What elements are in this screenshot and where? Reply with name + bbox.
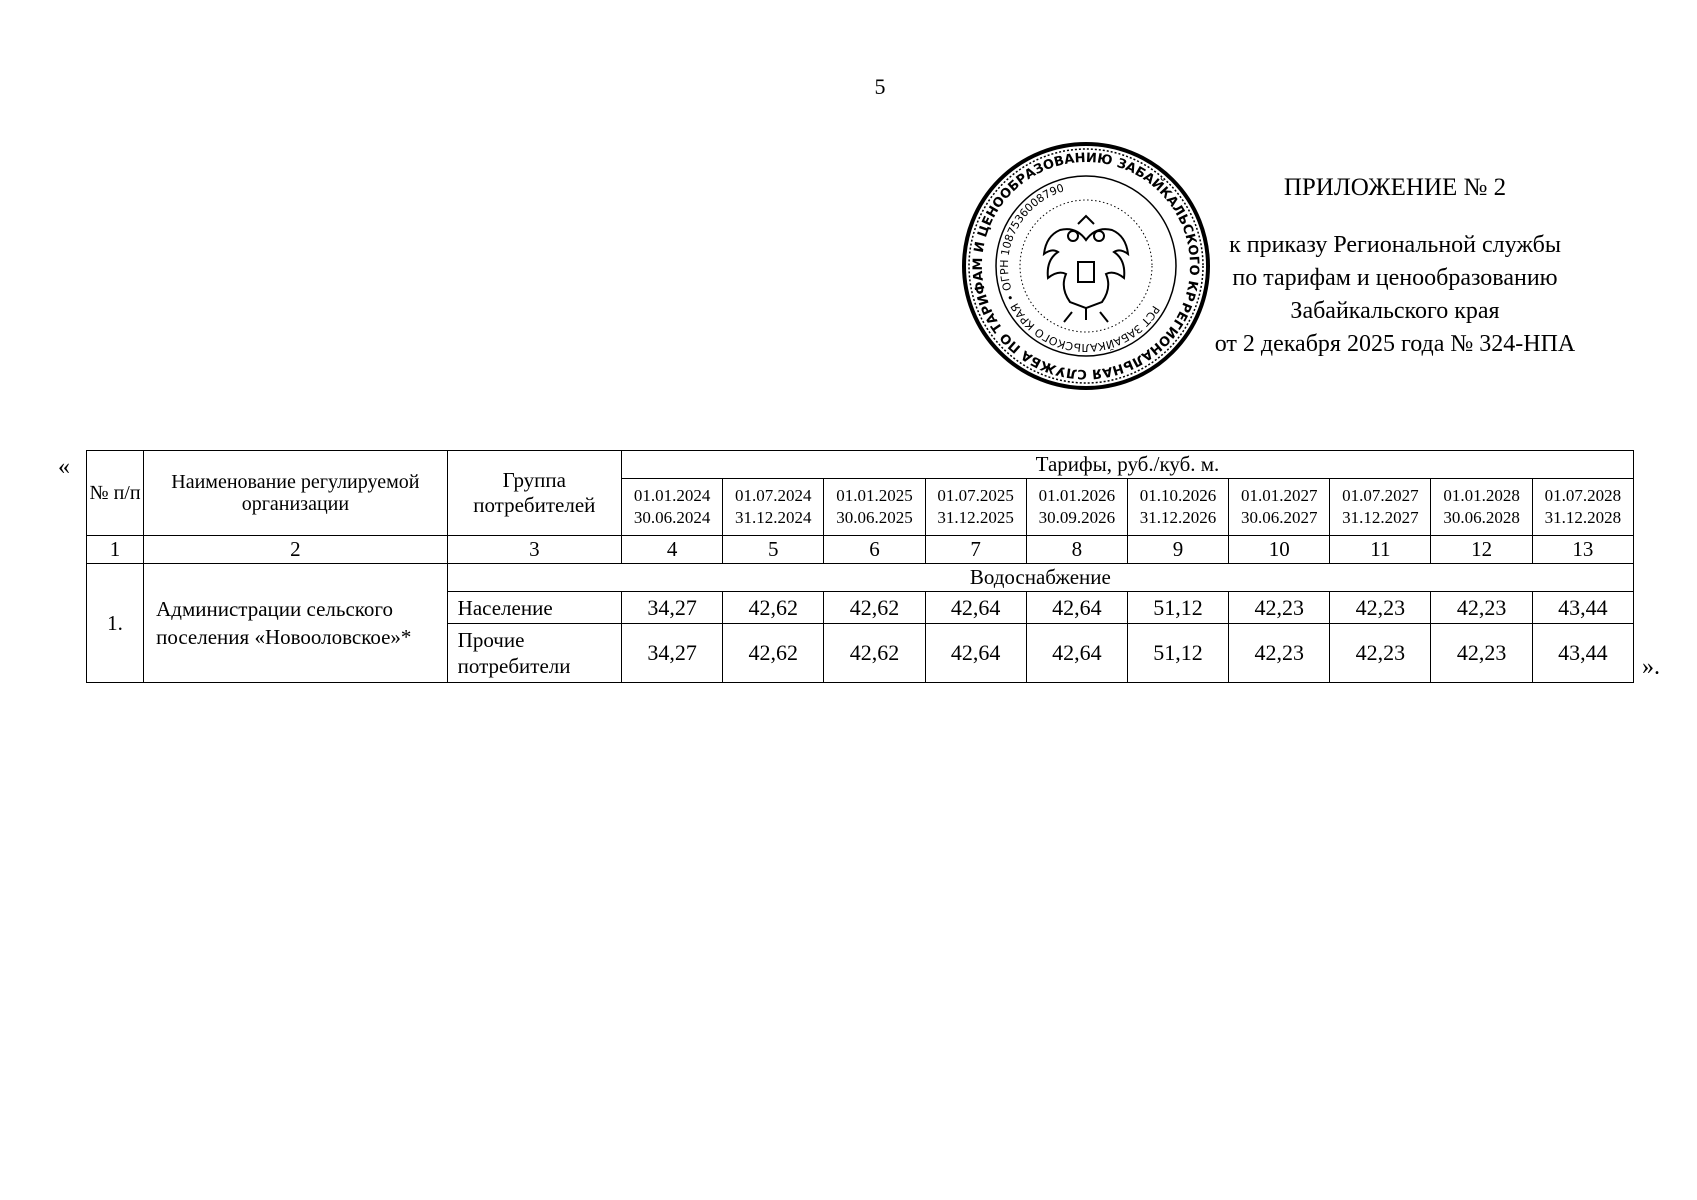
period-cell: 01.01.2028 30.06.2028	[1431, 479, 1532, 536]
column-number: 2	[144, 536, 448, 564]
opening-quote: «	[58, 454, 70, 480]
tariff-value: 42,23	[1431, 592, 1532, 624]
tariff-value: 42,23	[1330, 624, 1431, 683]
tariff-value: 43,44	[1532, 592, 1633, 624]
column-number: 7	[925, 536, 1026, 564]
column-number: 3	[447, 536, 621, 564]
period-cell: 01.01.2026 30.09.2026	[1026, 479, 1127, 536]
tariff-value: 42,62	[723, 592, 824, 624]
tariff-value: 42,62	[723, 624, 824, 683]
tariff-value: 42,23	[1229, 624, 1330, 683]
tariff-table	[86, 450, 1634, 683]
appendix-ref-line: Забайкальского края	[1290, 298, 1500, 324]
seal-inner-text: РСТ ЗАБАЙКАЛЬСКОГО КРАЯ • ОГРН 1087536008790	[997, 181, 1163, 355]
tariff-value: 34,27	[621, 624, 722, 683]
column-number: 13	[1532, 536, 1633, 564]
consumer-group: Прочие потребители	[447, 624, 621, 683]
tariff-value: 42,64	[1026, 624, 1127, 683]
header-row-number: № п/п	[87, 451, 144, 536]
column-number: 9	[1127, 536, 1228, 564]
tariff-value: 42,62	[824, 592, 925, 624]
appendix-ref-line: от 2 декабря 2025 года № 324-НПА	[1214, 331, 1576, 357]
page-number: 5	[874, 74, 886, 99]
double-headed-eagle-icon	[1044, 216, 1128, 322]
column-number: 6	[824, 536, 925, 564]
appendix-ref-line: по тарифам и ценообразованию	[1232, 265, 1558, 291]
closing-quote: ».	[1642, 654, 1660, 680]
period-cell: 01.01.2024 30.06.2024	[621, 479, 722, 536]
period-cell: 01.10.2026 31.12.2026	[1127, 479, 1228, 536]
appendix-ref-line: к приказу Региональной службы	[1229, 232, 1561, 258]
header-organization: Наименование регулируемой организации	[144, 451, 448, 536]
column-number: 4	[621, 536, 722, 564]
tariff-value: 51,12	[1127, 624, 1228, 683]
column-number: 12	[1431, 536, 1532, 564]
tariff-value: 42,23	[1229, 592, 1330, 624]
section-row	[87, 564, 1634, 592]
column-numbers-row	[87, 536, 1634, 564]
header-tariffs: Тарифы, руб./куб. м.	[621, 451, 1633, 479]
consumer-group: Население	[447, 592, 621, 624]
column-number: 5	[723, 536, 824, 564]
row-number: 1.	[87, 564, 144, 683]
tariff-value: 43,44	[1532, 624, 1633, 683]
tariff-value: 42,23	[1431, 624, 1532, 683]
header-consumer-group: Группа потребителей	[447, 451, 621, 536]
column-number: 1	[87, 536, 144, 564]
period-cell: 01.07.2028 31.12.2028	[1532, 479, 1633, 536]
tariff-value: 42,64	[925, 624, 1026, 683]
tariff-value: 42,23	[1330, 592, 1431, 624]
period-cell: 01.07.2024 31.12.2024	[723, 479, 824, 536]
column-number: 11	[1330, 536, 1431, 564]
period-cell: 01.07.2027 31.12.2027	[1330, 479, 1431, 536]
tariff-value: 42,64	[925, 592, 1026, 624]
column-number: 10	[1229, 536, 1330, 564]
period-cell: 01.01.2025 30.06.2025	[824, 479, 925, 536]
seal-outer-text: РЕГИОНАЛЬНАЯ СЛУЖБА ПО ТАРИФАМ И ЦЕНООБРАЗОВАНИЮ ЗАБАЙКАЛЬСКОГО КРАЯ	[970, 150, 1202, 382]
period-cell: 01.07.2025 31.12.2025	[925, 479, 1026, 536]
section-title: Водоснабжение	[447, 564, 1633, 592]
tariff-value: 34,27	[621, 592, 722, 624]
organization-name: Администрации сельского поселения «Новооловское»*	[144, 564, 448, 683]
period-cell: 01.01.2027 30.06.2027	[1229, 479, 1330, 536]
appendix-reference	[1150, 229, 1640, 361]
column-number: 8	[1026, 536, 1127, 564]
appendix-title: ПРИЛОЖЕНИЕ № 2	[1283, 174, 1507, 201]
tariff-value: 42,64	[1026, 592, 1127, 624]
tariff-value: 42,62	[824, 624, 925, 683]
tariff-value: 51,12	[1127, 592, 1228, 624]
